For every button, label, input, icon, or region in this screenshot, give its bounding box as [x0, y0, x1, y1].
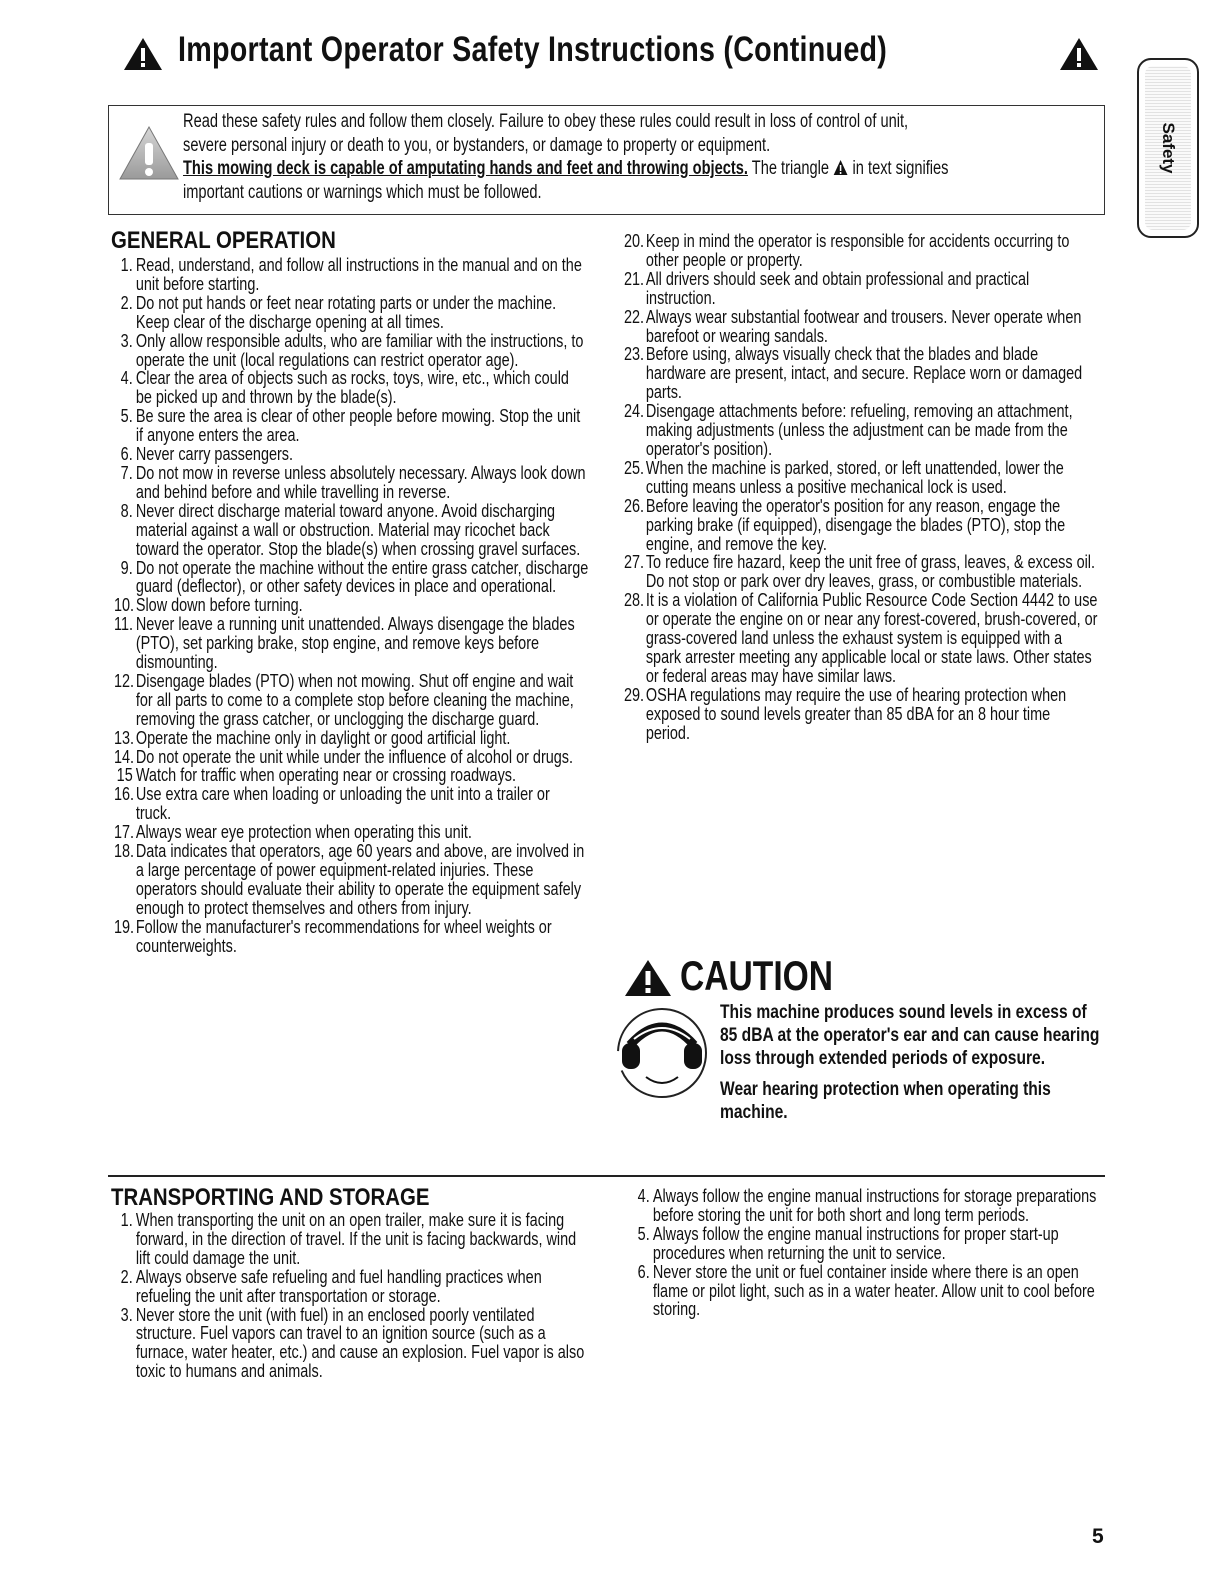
list-item-text: Slow down before turning.	[135, 594, 303, 616]
list-item-text: Always wear substantial footwear and trousers. Never operate when barefoot or wearing sandals.	[645, 305, 1082, 346]
list-item-text: Watch for traffic when operating near or crossing roadways.	[135, 764, 517, 786]
list-item-text: Be sure the area is clear of other people before mowing. Stop the unit if anyone enters the area.	[135, 405, 581, 446]
list-item-text: Do not operate the unit while under the influence of alcohol or drugs.	[135, 745, 574, 767]
warning-line-3	[183, 157, 1107, 181]
list-item-text: Operate the machine only in daylight or good artificial light.	[135, 726, 511, 748]
list-item	[631, 1187, 1105, 1225]
list-item-number: 27.	[624, 551, 645, 573]
list-item	[114, 1211, 588, 1268]
caution-text	[720, 1001, 1104, 1132]
transporting-list-right	[631, 1187, 1105, 1319]
warning-triangle-icon	[1058, 36, 1100, 72]
list-item-text: Do not put hands or feet near rotating parts or under the machine. Keep clear of the discharge opening at all times.	[135, 291, 557, 332]
list-item	[624, 305, 1098, 346]
section-tab-label: Safety	[1159, 122, 1178, 174]
general-operation-list-right	[624, 232, 1098, 742]
section-divider	[108, 1175, 1105, 1177]
list-item-text: Use extra care when loading or unloading the unit into a trailer or truck.	[135, 783, 550, 824]
list-item-number: 24.	[624, 400, 645, 422]
list-item-number: 29.	[624, 683, 645, 705]
list-item-text: Data indicates that operators, age 60 years and above, are involved in a large percentage of power equipment-related injuries. These operators should evaluate their ability to operate the equipment safely enough to protect themselves and others from injury.	[135, 840, 585, 918]
general-operation-list-left	[114, 256, 588, 956]
list-item-text: Only allow responsible adults, who are familiar with the instructions, to operate the unit (local regulations can restrict operator age).	[135, 329, 584, 370]
list-item-text: Never direct discharge material toward anyone. Avoid discharging material against a wall or obstruction. Material may ricochet back toward the operator. Stop the blade(s) when crossing gravel surfaces.	[135, 499, 581, 559]
section-heading-general-operation: GENERAL OPERATION	[111, 227, 336, 254]
list-item-number: 21.	[624, 267, 645, 289]
list-item-number: 14.	[114, 745, 135, 767]
list-item	[114, 785, 588, 823]
list-item-text: Do not mow in reverse unless absolutely necessary. Always look down and behind before and while travelling in reverse.	[135, 461, 586, 502]
warning-triangle-icon	[623, 958, 673, 998]
list-item-text: OSHA regulations may require the use of hearing protection when exposed to sound levels greater than 85 dBA for an 8 hour time period.	[645, 683, 1067, 743]
list-item-text: Keep in mind the operator is responsible for accidents occurring to other people or property.	[645, 230, 1070, 270]
list-item-text: Never store the unit or fuel container inside where there is an open flame or pilot light, such as in a water heater. Allow unit to cool before storing.	[652, 1260, 1095, 1320]
list-item-number: 4.	[637, 1185, 650, 1206]
list-item	[624, 232, 1098, 270]
list-item-number: 1.	[120, 254, 133, 275]
list-item-number: 23.	[624, 343, 645, 365]
list-item-number: 2.	[120, 291, 133, 313]
page-number: 5	[1092, 1525, 1104, 1548]
list-item-number: 28.	[624, 589, 645, 611]
list-item	[114, 256, 588, 294]
list-item-number: 1.	[120, 1209, 133, 1230]
list-item-number: 25.	[624, 456, 645, 478]
list-item-text: To reduce fire hazard, keep the unit free of grass, leaves, & excess oil. Do not stop or park over dry leaves, grass, or combustible materials.	[645, 551, 1096, 592]
transporting-list-left	[114, 1211, 588, 1381]
warning-triangle-icon	[833, 159, 848, 176]
list-item-number: 7.	[120, 461, 133, 483]
list-item	[114, 329, 588, 370]
caution-heading: CAUTION	[680, 952, 834, 999]
list-item	[114, 669, 588, 729]
hearing-protection-icon	[612, 1003, 712, 1103]
section-tab[interactable]	[1137, 58, 1199, 238]
list-item-text: Never carry passengers.	[135, 443, 294, 465]
warning-line-3-rest-b: in text signifies	[848, 158, 949, 179]
list-item-text: Always follow the engine manual instructions for storage preparations before storing the unit for both short and long term periods.	[652, 1185, 1097, 1225]
list-item	[624, 553, 1098, 591]
warning-line-3-rest-a: The triangle	[747, 158, 834, 179]
warning-triangle-icon	[118, 125, 180, 181]
list-item	[114, 1303, 588, 1382]
list-item-number: 10.	[114, 594, 135, 616]
list-item-text: Read, understand, and follow all instructions in the manual and on the unit before starting.	[135, 254, 582, 294]
list-item-number: 6.	[120, 443, 133, 465]
list-item-number: 12.	[114, 669, 135, 691]
list-item	[631, 1260, 1105, 1320]
list-item-text: Clear the area of objects such as rocks, toys, wire, etc., which could be picked up and thrown by the blade(s).	[135, 367, 569, 408]
list-item	[114, 1265, 588, 1306]
list-item	[114, 556, 589, 597]
list-item	[114, 369, 588, 407]
list-item-text: Always follow the engine manual instructions for proper start-up procedures when returning the unit to service.	[652, 1222, 1059, 1263]
list-item	[114, 615, 588, 672]
warning-line-4: important cautions or warnings which must be followed.	[183, 181, 542, 203]
list-item-text: It is a violation of California Public Resource Code Section 4442 to use or operate the engine on or near any forest-covered, brush-covered, or grass-covered land unless the exhaust system is equipped with a spark arrester meeting any applicable local or state laws. Other states or federal areas may have similar laws.	[645, 589, 1098, 686]
list-item-number: 8.	[120, 499, 133, 521]
list-item-number: 9.	[120, 556, 133, 578]
list-item-text: Never store the unit (with fuel) in an enclosed poorly ventilated structure. Fuel vapors can travel to an ignition source (such as a furnace, water heater, etc.) and cause an explosion. Fuel vapor is also toxic to humans and animals.	[135, 1303, 585, 1382]
list-item	[624, 494, 1098, 554]
list-item-text: Before leaving the operator's position for any reason, engage the parking brake (if equipped), disengage the blades (PTO), stop the engine, and remove the key.	[645, 494, 1066, 554]
list-item	[114, 461, 588, 502]
list-item	[624, 591, 1098, 686]
warning-text	[183, 110, 1107, 204]
list-item-text: Follow the manufacturer's recommendations for wheel weights or counterweights.	[135, 915, 552, 956]
page-title: Important Operator Safety Instructions (Continued)	[178, 30, 888, 69]
list-item-number: 6.	[637, 1260, 650, 1282]
list-item-number: 18.	[114, 840, 135, 862]
list-item-text: Before using, always visually check that the blades and blade hardware are present, intact, and secure. Replace worn or damaged parts.	[645, 343, 1083, 403]
amputation-warning: This mowing deck is capable of amputating hands and feet and throwing objects.	[183, 158, 748, 179]
list-item-text: All drivers should seek and obtain professional and practical instruction.	[645, 267, 1030, 308]
list-item-number: 16.	[114, 783, 135, 805]
list-item-number: 5.	[120, 405, 133, 427]
list-item-text: Disengage blades (PTO) when not mowing. Shut off engine and wait for all parts to come to a complete stop before cleaning the machine, removing the grass catcher, or unclogging the discharge guard.	[135, 669, 574, 729]
warning-line-2: severe personal injury or death to you, or bystanders, or damage to property or equipment.	[183, 134, 771, 156]
list-item	[114, 915, 588, 956]
list-item	[624, 402, 1098, 459]
list-item-text: Do not operate the machine without the entire grass catcher, discharge guard (deflector), or other safety devices in place and operational.	[135, 556, 589, 597]
list-item	[114, 407, 588, 445]
list-item	[624, 345, 1098, 402]
list-item-number: 17.	[114, 821, 135, 843]
list-item	[631, 1222, 1105, 1263]
list-item-text: Never leave a running unit unattended. Always disengage the blades (PTO), set parking brake, stop engine, and remove keys before dismounting.	[135, 613, 575, 673]
list-item	[624, 456, 1098, 497]
list-item-number: 3.	[120, 329, 133, 351]
list-item-number: 4.	[120, 367, 133, 389]
caution-paragraph-1: This machine produces sound levels in excess of 85 dBA at the operator's ear and can cause hearing loss through extended periods of exposure.	[720, 1001, 1100, 1069]
list-item-number: 2.	[120, 1265, 133, 1287]
list-item-text: When transporting the unit on an open trailer, make sure it is facing forward, in the direction of travel. If the unit is facing backwards, wind lift could damage the unit.	[135, 1209, 577, 1268]
list-item-number: 13.	[114, 726, 135, 748]
section-heading-transporting: TRANSPORTING AND STORAGE	[111, 1184, 430, 1211]
list-item	[114, 842, 588, 918]
caution-paragraph-2: Wear hearing protection when operating this machine.	[720, 1078, 1051, 1123]
list-item-number: 11.	[114, 613, 134, 635]
list-item	[114, 291, 588, 332]
list-item	[114, 499, 588, 559]
list-item-text: When the machine is parked, stored, or left unattended, lower the cutting means unless a positive mechanical lock is used.	[645, 456, 1064, 497]
list-item-number: 15	[116, 764, 133, 786]
list-item-text: Always wear eye protection when operating this unit.	[135, 821, 472, 843]
list-item-number: 26.	[624, 494, 645, 516]
list-item-number: 22.	[624, 305, 645, 327]
list-item-text: Always observe safe refueling and fuel handling practices when refueling the unit after transportation or storage.	[135, 1265, 542, 1306]
warning-line-1: Read these safety rules and follow them closely. Failure to obey these rules could result in loss of control of unit,	[183, 111, 909, 132]
list-item-number: 5.	[637, 1222, 650, 1244]
list-item-number: 20.	[624, 230, 645, 251]
list-item	[624, 267, 1098, 308]
warning-triangle-icon	[122, 36, 164, 72]
list-item-text: Disengage attachments before: refueling, removing an attachment, making adjustments (unless the adjustment can be made from the operator's position).	[645, 400, 1073, 459]
list-item-number: 3.	[120, 1303, 133, 1325]
list-item	[624, 683, 1098, 743]
list-item-number: 19.	[114, 915, 135, 937]
